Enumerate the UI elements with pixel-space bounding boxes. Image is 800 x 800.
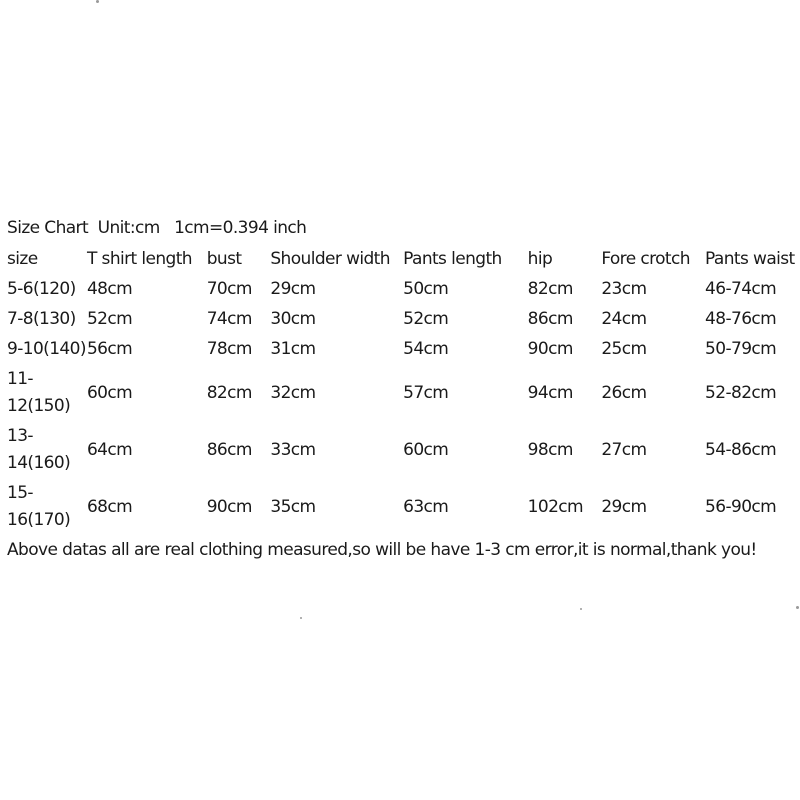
cell-hip: 94cm [527, 382, 573, 403]
cell-t-shirt-length: 52cm [86, 309, 133, 329]
cell-bust: 78cm [206, 339, 252, 359]
table-row [7, 478, 800, 535]
cell-pants-length: 57cm [403, 382, 449, 403]
cell-bust: 74cm [206, 309, 252, 329]
cell-pants-length: 52cm [403, 309, 449, 329]
cell-fore-crotch: 29cm [601, 496, 647, 517]
cell-shoulder-width: 30cm [270, 309, 316, 329]
header-size: size [7, 249, 38, 269]
cell-pants-length: 54cm [403, 339, 449, 359]
speck-mark [300, 617, 302, 619]
header-fore-crotch: Fore crotch [601, 249, 690, 269]
header-t-shirt-length: T shirt length [86, 249, 192, 269]
table-row [7, 334, 800, 364]
cell-size: 7-8(130) [7, 309, 76, 329]
cell-t-shirt-length: 56cm [86, 339, 133, 359]
speck-mark [96, 0, 99, 3]
cell-size: 5-6(120) [7, 279, 76, 299]
cell-shoulder-width: 32cm [270, 382, 316, 403]
cell-t-shirt-length: 68cm [86, 496, 133, 517]
cell-fore-crotch: 24cm [601, 309, 647, 329]
cell-shoulder-width: 33cm [270, 439, 316, 460]
cell-pants-length: 50cm [403, 279, 449, 299]
cell-pants-length: 60cm [403, 439, 449, 460]
cell-bust: 86cm [206, 439, 252, 460]
cell-hip: 82cm [527, 279, 573, 299]
cell-fore-crotch: 23cm [601, 279, 647, 299]
cell-hip: 86cm [527, 309, 573, 329]
speck-mark [580, 608, 582, 610]
header-bust: bust [206, 249, 242, 269]
cell-pants-waist: 48-76cm [705, 309, 777, 329]
cell-t-shirt-length: 60cm [86, 382, 133, 403]
cell-bust: 90cm [206, 496, 252, 517]
cell-size: 11-12(150) [7, 368, 71, 416]
cell-size: 13-14(160) [7, 425, 71, 473]
speck-mark [796, 606, 799, 609]
header-pants-waist: Pants waist [705, 249, 795, 269]
header-hip: hip [527, 249, 553, 269]
cell-hip: 90cm [527, 339, 573, 359]
cell-pants-waist: 54-86cm [705, 439, 777, 460]
size-chart-title: Size Chart Unit:cm 1cm=0.394 inch [7, 218, 307, 238]
table-row [7, 364, 800, 421]
cell-fore-crotch: 26cm [601, 382, 647, 403]
header-shoulder-width: Shoulder width [270, 249, 390, 269]
table-row [7, 304, 800, 334]
table-row [7, 274, 800, 304]
cell-pants-waist: 50-79cm [705, 339, 777, 359]
cell-fore-crotch: 25cm [601, 339, 647, 359]
measurement-note: Above datas all are real clothing measured,so will be have 1-3 cm error,it is normal,thank you! [7, 540, 757, 560]
cell-shoulder-width: 29cm [270, 279, 316, 299]
header-pants-length: Pants length [403, 249, 502, 269]
cell-fore-crotch: 27cm [601, 439, 647, 460]
cell-hip: 98cm [527, 439, 573, 460]
table-row [7, 421, 800, 478]
header-row [7, 244, 800, 274]
cell-hip: 102cm [527, 496, 583, 517]
cell-shoulder-width: 31cm [270, 339, 316, 359]
cell-bust: 70cm [206, 279, 252, 299]
cell-size: 15-16(170) [7, 482, 71, 530]
cell-pants-length: 63cm [403, 496, 449, 517]
cell-t-shirt-length: 64cm [86, 439, 133, 460]
cell-size: 9-10(140) [7, 339, 86, 359]
size-table [7, 244, 800, 535]
cell-pants-waist: 46-74cm [705, 279, 777, 299]
cell-pants-waist: 52-82cm [705, 382, 777, 403]
cell-shoulder-width: 35cm [270, 496, 316, 517]
cell-bust: 82cm [206, 382, 252, 403]
cell-t-shirt-length: 48cm [86, 279, 133, 299]
cell-pants-waist: 56-90cm [705, 496, 777, 517]
